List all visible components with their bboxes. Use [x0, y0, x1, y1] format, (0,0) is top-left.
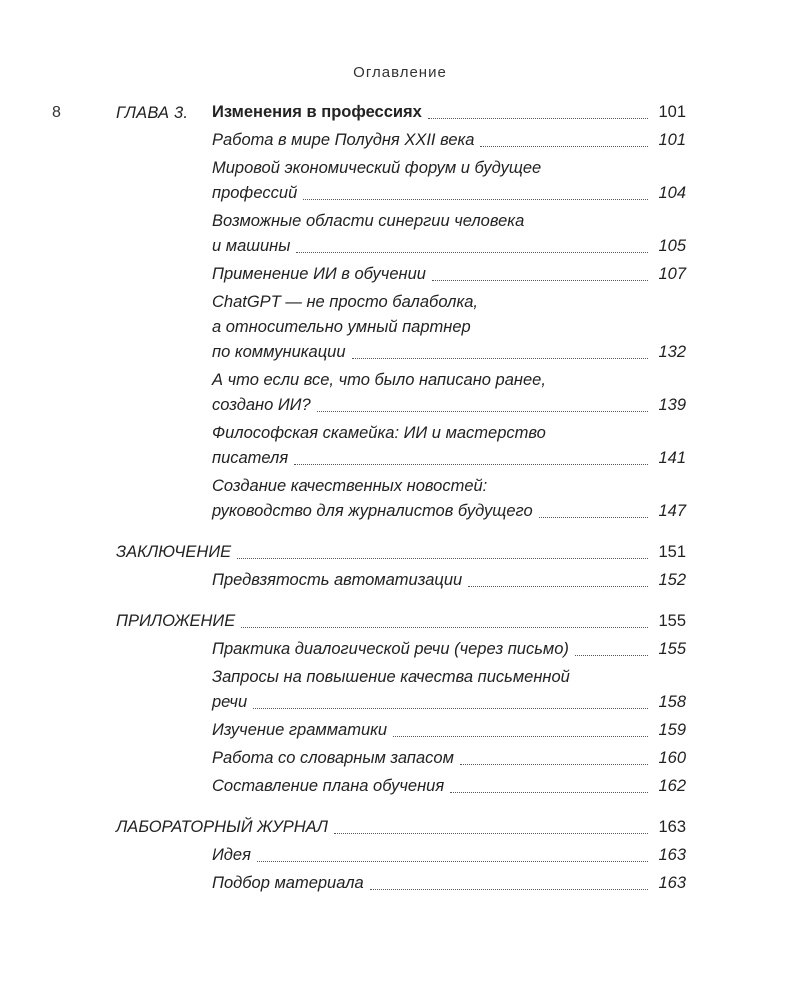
toc-entry-title-line: Создание качественных новостей: [212, 477, 488, 495]
toc-entry[interactable] [212, 421, 686, 471]
toc-entry[interactable] [212, 746, 686, 771]
toc-entry-title-line: Идея [212, 846, 251, 864]
dot-leader [294, 463, 648, 465]
toc-entry-lab-journal[interactable] [116, 815, 686, 840]
toc-entry[interactable] [212, 665, 686, 715]
toc-entry-title-line: Практика диалогической речи (через письмо) [212, 640, 569, 658]
toc-entry-page: 155 [658, 640, 686, 658]
toc-entry-title-line: Составление плана обучения [212, 777, 445, 795]
toc-entry-page: 159 [658, 721, 686, 739]
toc-entry-page: 104 [658, 184, 686, 202]
dot-leader [303, 198, 648, 200]
dot-leader [253, 707, 648, 709]
toc-entry[interactable] [212, 290, 686, 365]
toc-entry-conclusion[interactable] [116, 540, 686, 565]
toc-entry-title: Изменения в профессиях [212, 103, 422, 121]
toc-entry-page: 163 [658, 818, 686, 836]
toc-entry-title-line: речи [212, 693, 248, 711]
toc-entry-title: ЛАБОРАТОРНЫЙ ЖУРНАЛ [116, 818, 328, 836]
toc-entry-page: 101 [658, 103, 686, 121]
toc-entry-page: 152 [658, 571, 686, 589]
toc-entry-page: 162 [658, 777, 686, 795]
chapter-3-entries [116, 128, 686, 524]
appendix-entries [116, 637, 686, 799]
toc-entry-title-line: и машины [212, 237, 291, 255]
toc-entry-title-line: Применение ИИ в обучении [212, 265, 426, 283]
toc-entry[interactable] [212, 871, 686, 896]
dot-leader [460, 763, 648, 765]
lab-entries [116, 843, 686, 896]
dot-leader [575, 654, 648, 656]
toc-entry-title-line: Изучение грамматики [212, 721, 388, 739]
toc-entry-title-line: ChatGPT — не просто балаболка, [212, 293, 478, 311]
dot-leader [237, 557, 648, 559]
dot-leader [352, 357, 648, 359]
toc-entry[interactable] [212, 568, 686, 593]
toc-entry-title-line: Подбор материала [212, 874, 364, 892]
toc-entry[interactable] [212, 262, 686, 287]
dot-leader [450, 791, 648, 793]
toc-entry-page: 163 [658, 874, 686, 892]
toc-entry[interactable] [212, 474, 686, 524]
dot-leader [432, 279, 648, 281]
page-number: 8 [52, 104, 61, 121]
dot-leader [257, 860, 648, 862]
toc-entry-page: 141 [658, 449, 686, 467]
page-title: Оглавление [353, 64, 447, 81]
dot-leader [539, 516, 648, 518]
dot-leader [296, 251, 648, 253]
toc-entry-title-line: писателя [212, 449, 289, 467]
table-of-contents [116, 100, 686, 896]
chapter-label: ГЛАВА 3. [116, 104, 189, 122]
toc-entry-title-line: Работа со словарным запасом [212, 749, 454, 767]
toc-entry[interactable] [212, 843, 686, 868]
toc-entry-title: ПРИЛОЖЕНИЕ [116, 612, 236, 630]
dot-leader [334, 832, 648, 834]
toc-entry-appendix[interactable] [116, 609, 686, 634]
toc-entry-page: 101 [658, 131, 686, 149]
toc-entry-title-line: Запросы на повышение качества письменной [212, 668, 570, 686]
chapter-3 [116, 100, 686, 524]
toc-entry-title-line: Философская скамейка: ИИ и мастерство [212, 424, 546, 442]
toc-entry[interactable] [212, 774, 686, 799]
toc-entry-page: 158 [658, 693, 686, 711]
dot-leader [468, 585, 648, 587]
toc-entry-page: 105 [658, 237, 686, 255]
toc-entry-title-line: руководство для журналистов будущего [212, 502, 533, 520]
toc-entry-page: 155 [658, 612, 686, 630]
conclusion-entries [116, 568, 686, 593]
toc-entry-title-line: создано ИИ? [212, 396, 311, 414]
toc-entry-title-line: профессий [212, 184, 298, 202]
dot-leader [480, 145, 648, 147]
toc-entry-page: 147 [658, 502, 686, 520]
toc-entry-chapter-3[interactable] [212, 100, 686, 125]
dot-leader [241, 626, 648, 628]
toc-entry-title-line: Возможные области синергии человека [212, 212, 525, 230]
dot-leader [370, 888, 648, 890]
toc-entry[interactable] [212, 368, 686, 418]
toc-entry-title-line: Работа в мире Полудня XXII века [212, 131, 475, 149]
dot-leader [428, 117, 648, 119]
toc-entry[interactable] [212, 209, 686, 259]
toc-entry-page: 163 [658, 846, 686, 864]
toc-entry[interactable] [212, 718, 686, 743]
toc-entry[interactable] [212, 156, 686, 206]
toc-entry-page: 107 [658, 265, 686, 283]
toc-entry-title-line: а относительно умный партнер [212, 318, 471, 336]
toc-entry-page: 132 [658, 343, 686, 361]
toc-entry-title-line: А что если все, что было написано ранее, [212, 371, 546, 389]
toc-entry[interactable] [212, 637, 686, 662]
toc-entry-title-line: Мировой экономический форум и будущее [212, 159, 542, 177]
toc-entry-title-line: по коммуникации [212, 343, 346, 361]
toc-entry-title: ЗАКЛЮЧЕНИЕ [116, 543, 232, 561]
dot-leader [317, 410, 648, 412]
dot-leader [393, 735, 648, 737]
toc-entry-page: 160 [658, 749, 686, 767]
toc-entry[interactable] [212, 128, 686, 153]
toc-entry-page: 151 [658, 543, 686, 561]
toc-entry-title-line: Предвзятость автоматизации [212, 571, 463, 589]
toc-entry-page: 139 [658, 396, 686, 414]
